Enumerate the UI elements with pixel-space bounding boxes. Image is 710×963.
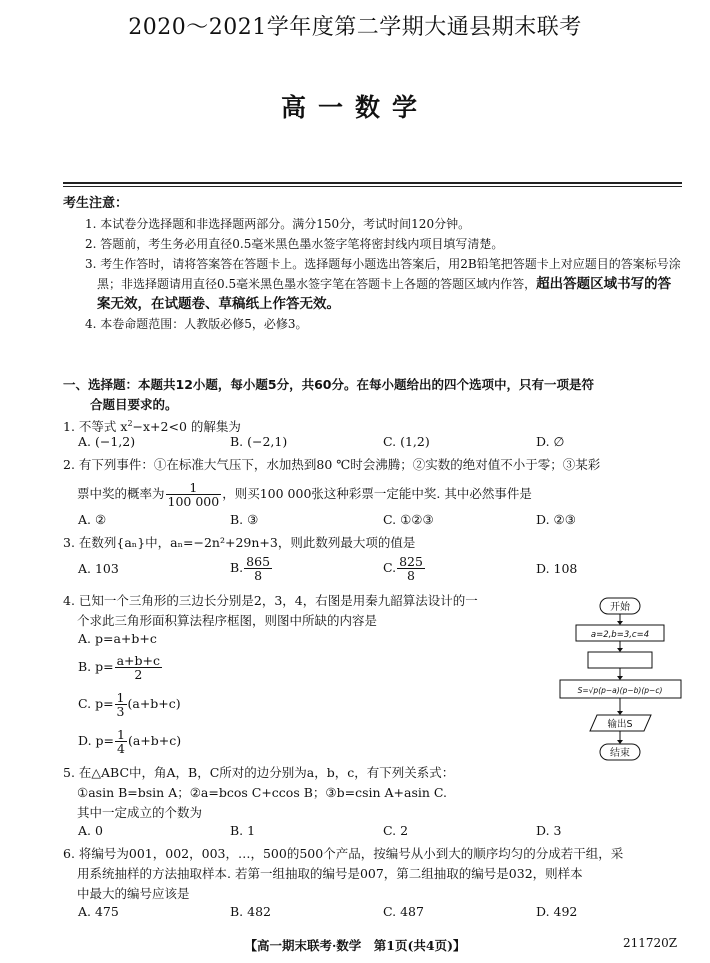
question-5-line2: ①asin B=bsin A；②a=bcos C+ccos B；③b=csin A+asin C. (77, 785, 448, 800)
q1-option-c: C. (1,2) (383, 434, 430, 449)
q5-option-b: B. 1 (230, 823, 256, 838)
q4-c-num: 1 (116, 690, 125, 705)
q4-d-frac (115, 728, 127, 755)
q2-option-b: B. ③ (230, 512, 259, 527)
subject-title: 高一数学 (280, 93, 429, 122)
section-heading-line1: 一、选择题：本题共12小题，每小题5分，共60分。在每小题给出的四个选项中，只有一项是符 (63, 377, 594, 392)
q4-b-pre: B. p= (78, 659, 114, 674)
q4-option-a: A. p=a+b+c (78, 631, 157, 646)
q4-c-den: 3 (116, 704, 125, 719)
q2-option-c: C. ①②③ (383, 512, 434, 527)
q3-c-label: C. (383, 560, 397, 575)
question-6-line3: 中最大的编号应该是 (77, 886, 190, 901)
q2-frac-num: 1 (166, 481, 222, 495)
section-heading (63, 375, 683, 415)
q6-option-a: A. 475 (78, 904, 119, 919)
q2-fraction (166, 481, 222, 508)
question-6-line1: 6. 将编号为001，002，003，…，500的500个产品，按编号从小到大的顺序均匀的分成若干组，采 (63, 846, 624, 861)
notice-item-2: 2. 答题前，考生务必用直径0.5毫米黑色墨水签字笔将密封线内项目填写清楚。 (85, 237, 504, 251)
q4-b-den: 2 (134, 667, 143, 682)
q6-options (78, 904, 678, 924)
notice-item-3-text: 3. 考生作答时，请将答案答在答题卡上。选择题每小题选出答案后，用2B铅笔把答题卡上对应题目的答案标号涂黑；非选择题请用直径0.5毫米黑色墨水签字笔在答题卡上各题的答题区域内作答， (85, 257, 681, 291)
section-heading-line2: 合题目要求的。 (90, 397, 178, 412)
divider-thin (63, 186, 682, 187)
q3-b-den: 8 (254, 568, 263, 583)
q2-line2-pre: 票中奖的概率为 (77, 486, 165, 501)
q4-c-pre: C. p= (78, 696, 114, 711)
question-6-line2: 用系统抽样的方法抽取样本. 若第一组抽取的编号是007，第二组抽取的编号是032，则样本 (77, 866, 583, 881)
q4-option-b (78, 654, 163, 681)
q5-options (78, 823, 678, 843)
q1-stem-sup: 2 (127, 419, 133, 428)
q3-c-num: 825 (399, 554, 423, 569)
q3-c-den: 8 (407, 568, 415, 583)
q1-option-d: D. ∅ (536, 434, 565, 449)
q4-c-frac (115, 691, 127, 718)
q1-stem-post: −x+2<0 的解集为 (132, 419, 241, 435)
q1-option-a: A. (−1,2) (78, 434, 136, 449)
q4-d-post: (a+b+c) (127, 733, 182, 748)
question-2-line1: 2. 有下列事件：①在标准大气压下，水加热到80 ℃时会沸腾；②实数的绝对值不小于零；③某彩 (63, 457, 601, 472)
q6-option-c: C. 487 (383, 904, 424, 919)
q3-option-a: A. 103 (78, 561, 119, 576)
question-5-line1: 5. 在△ABC中，角A，B，C所对的边分别为a，b，c，有下列关系式： (63, 765, 455, 780)
q4-b-num: a+b+c (116, 653, 161, 668)
notice-item-3-bold: 超出答题区域书写的答案无效，在试题卷、草稿纸上作答无效。 (97, 276, 672, 312)
q4-option-d (78, 728, 181, 755)
q4-option-c (78, 691, 181, 718)
q2-frac-den: 100 000 (167, 494, 220, 509)
notice-item-4: 4. 本卷命题范围：人教版必修5，必修3。 (85, 317, 308, 331)
flow-end-text: 结束 (610, 748, 630, 759)
notice-item-3 (63, 254, 683, 314)
question-4-line2: 个求此三角形面积算法程序框图，则图中所缺的内容是 (77, 613, 378, 628)
notice-item-1: 1. 本试卷分选择题和非选择题两部分。满分150分，考试时间120分钟。 (85, 217, 471, 231)
exam-title: 2020～2021学年度第二学期大通县期末联考 (128, 15, 582, 40)
flow-output-text: 输出S (607, 719, 633, 730)
divider-thick (63, 182, 682, 184)
q3-options (78, 555, 678, 585)
q3-b-label: B. (230, 560, 244, 575)
notice-block (63, 194, 683, 334)
q2-option-a: A. ② (78, 512, 107, 527)
question-4-line1: 4. 已知一个三角形的三边长分别是2，3，4，右图是用秦九韶算法设计的一 (63, 593, 478, 608)
q1-stem-pre: 1. 不等式 x (63, 419, 128, 435)
q1-option-b: B. (−2,1) (230, 434, 288, 449)
q2-line2-post: ，则买100 000张这种彩票一定能中奖. 其中必然事件是 (222, 486, 532, 501)
q4-d-pre: D. p= (78, 733, 114, 748)
question-3: 3. 在数列{aₙ}中，aₙ=−2n²+29n+3，则此数列最大项的值是 (63, 535, 416, 550)
notice-heading: 考生注意： (63, 196, 129, 211)
q4-d-num: 1 (117, 727, 125, 742)
q3-b-frac (244, 555, 272, 582)
flow-init-text: a=2,b=3,c=4 (590, 630, 650, 640)
paper-code: 211720Z (623, 936, 678, 950)
q3-option-c (383, 555, 426, 582)
q4-c-post: (a+b+c) (127, 696, 181, 711)
q5-option-c: C. 2 (383, 823, 409, 838)
q6-option-b: B. 482 (230, 904, 271, 919)
q4-d-den: 4 (117, 741, 125, 756)
flow-formula-text: S=√p(p−a)(p−b)(p−c) (577, 686, 663, 695)
program-flowchart (558, 596, 683, 771)
q4-b-frac (115, 654, 162, 681)
q6-option-d: D. 492 (536, 904, 578, 919)
q3-c-frac (397, 555, 425, 582)
question-5-line3: 其中一定成立的个数为 (77, 805, 203, 820)
q5-option-a: A. 0 (78, 823, 103, 838)
page-footer: 【高一期末联考·数学 第1页(共4页)】 (244, 938, 466, 953)
q1-options (78, 434, 678, 454)
q2-options (78, 512, 678, 532)
q2-option-d: D. ②③ (536, 512, 576, 527)
q3-option-b (230, 555, 273, 582)
q3-b-num: 865 (246, 554, 271, 569)
flow-empty-box (588, 652, 652, 668)
flow-start-text: 开始 (610, 602, 630, 613)
question-2-line2 (63, 481, 697, 508)
q5-option-d: D. 3 (536, 823, 562, 838)
q3-option-d: D. 108 (536, 561, 578, 576)
